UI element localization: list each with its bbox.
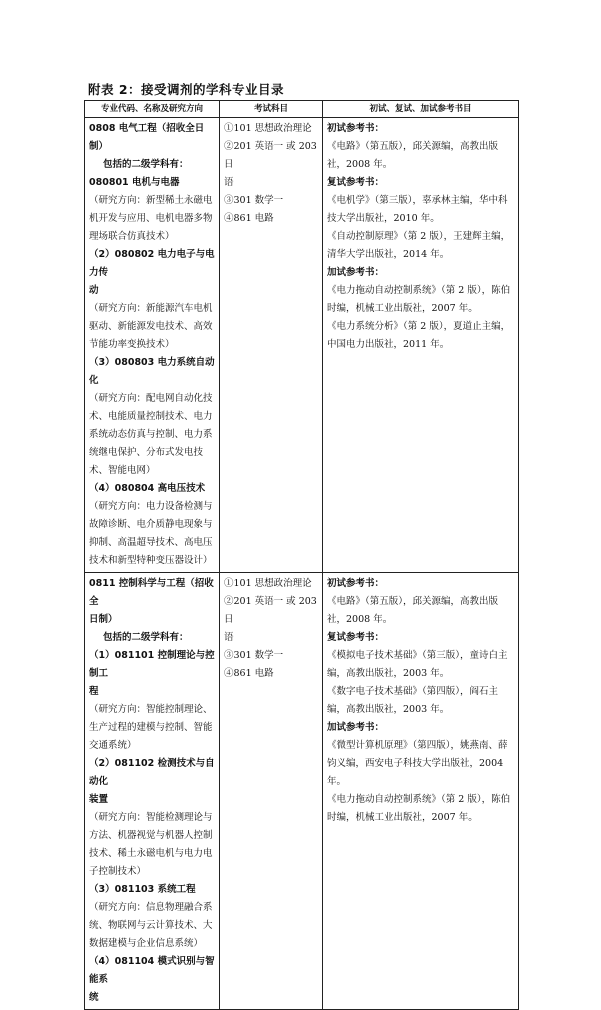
reference-book: 《电力系统分析》（第 2 版），夏道止主编，中国电力出版社，2011 年。 — [327, 321, 511, 350]
research-direction: （研究方向：配电网自动化技术、电能质量控制技术、电力系统动态仿真与控制、电力系统继电保护、分布式发电技术、智能电网） — [89, 393, 213, 476]
sub-discipline-title: （2）081102 检测技术与自动化 — [89, 758, 215, 787]
exam-subject: 语 — [224, 632, 234, 643]
table-header-row — [85, 101, 519, 118]
sub-discipline-title: （3）081103 系统工程 — [89, 884, 196, 895]
page-title: 附表 2：接受调剂的学科专业目录 — [88, 82, 285, 97]
header-books: 初试、复试、加试参考书目 — [323, 101, 519, 118]
exam-subject: 语 — [224, 177, 234, 188]
exam-subject: ③301 数学一 — [224, 195, 284, 206]
major-title: 0808 电气工程（招收全日制） — [89, 123, 205, 152]
book-section-label: 复试参考书： — [327, 177, 385, 188]
reference-book: 《自动控制原理》（第 2 版），王建辉主编，清华大学出版社，2014 年。 — [327, 231, 511, 260]
sub-discipline-title: 080801 电机与电器 — [89, 177, 180, 188]
reference-book: 《电路》（第五版），邱关源编，高教出版社，2008 年。 — [327, 596, 499, 625]
book-section-label: 初试参考书： — [327, 578, 385, 589]
sub-discipline-title: （3）080803 电力系统自动化 — [89, 357, 215, 386]
exam-subject: ②201 英语一 或 203 日 — [224, 141, 320, 170]
exam-cell — [220, 118, 323, 573]
table-row — [85, 118, 519, 573]
book-section-label: 复试参考书： — [327, 632, 385, 643]
major-cell — [85, 573, 220, 1010]
research-direction: （研究方向：信息物理融合系统、物联网与云计算技术、大数据建模与企业信息系统） — [89, 902, 213, 949]
reference-book: 《电机学》（第三版），辜承林主编，华中科技大学出版社，2010 年。 — [327, 195, 508, 224]
sub-intro: 包括的二级学科有： — [103, 159, 189, 170]
books-cell — [323, 573, 519, 1010]
reference-book: 《模拟电子技术基础》（第三版），童诗白主编，高教出版社，2003 年。 — [327, 650, 508, 679]
book-section-label: 初试参考书： — [327, 123, 385, 134]
research-direction: （研究方向：智能控制理论、生产过程的建模与控制、智能交通系统） — [89, 704, 213, 751]
sub-discipline-title: （4）080804 高电压技术 — [89, 483, 206, 494]
sub-discipline-title: （1）081101 控制理论与控制工 — [89, 650, 215, 679]
sub-discipline-title: （2）080802 电力电子与电力传 — [89, 249, 215, 278]
research-direction: （研究方向：智能检测理论与方法、机器视觉与机器人控制技术、稀土永磁电机与电力电子控制技术） — [89, 812, 213, 877]
table-row — [85, 573, 519, 1010]
sub-discipline-title: 程 — [89, 686, 99, 697]
sub-intro: 包括的二级学科有： — [103, 632, 189, 643]
research-direction: （研究方向：新能源汽车电机驱动、新能源发电技术、高效节能功率变换技术） — [89, 303, 213, 350]
research-direction: （研究方向：电力设备检测与故障诊断、电介质静电现象与抑制、高温超导技术、高电压技术和新型特种变压器设计） — [89, 501, 213, 566]
sub-discipline-title: 统 — [89, 992, 99, 1003]
exam-subject: ③301 数学一 — [224, 650, 284, 661]
books-cell — [323, 118, 519, 573]
major-cell — [85, 118, 220, 573]
reference-book: 《电路》（第五版），邱关源编，高教出版社，2008 年。 — [327, 141, 499, 170]
major-title: 0811 控制科学与工程（招收全 — [89, 578, 214, 607]
exam-cell — [220, 573, 323, 1010]
major-title: 日制） — [89, 614, 118, 625]
sub-discipline-title: （4）081104 模式识别与智能系 — [89, 956, 215, 985]
exam-subject: ②201 英语一 或 203 日 — [224, 596, 320, 625]
exam-subject: ④861 电路 — [224, 668, 274, 679]
sub-discipline-title: 装置 — [89, 794, 109, 805]
reference-book: 《电力拖动自动控制系统》（第 2 版），陈伯时编，机械工业出版社，2007 年。 — [327, 285, 511, 314]
book-section-label: 加试参考书： — [327, 722, 385, 733]
major-catalog-table — [84, 100, 519, 1010]
reference-book: 《微型计算机原理》（第四版），姚燕南、薛钧义编，西安电子科技大学出版社，2004 年。 — [327, 740, 508, 787]
sub-discipline-title: 动 — [89, 285, 99, 296]
header-major: 专业代码、名称及研究方向 — [85, 101, 220, 118]
research-direction: （研究方向：新型稀土永磁电机开发与应用、电机电器多物理场联合仿真技术） — [89, 195, 213, 242]
reference-book: 《电力拖动自动控制系统》（第 2 版），陈伯时编，机械工业出版社，2007 年。 — [327, 794, 511, 823]
exam-subject: ①101 思想政治理论 — [224, 578, 312, 589]
reference-book: 《数字电子技术基础》（第四版），阎石主编，高教出版社，2003 年。 — [327, 686, 499, 715]
book-section-label: 加试参考书： — [327, 267, 385, 278]
header-exam: 考试科目 — [220, 101, 323, 118]
exam-subject: ①101 思想政治理论 — [224, 123, 312, 134]
exam-subject: ④861 电路 — [224, 213, 274, 224]
